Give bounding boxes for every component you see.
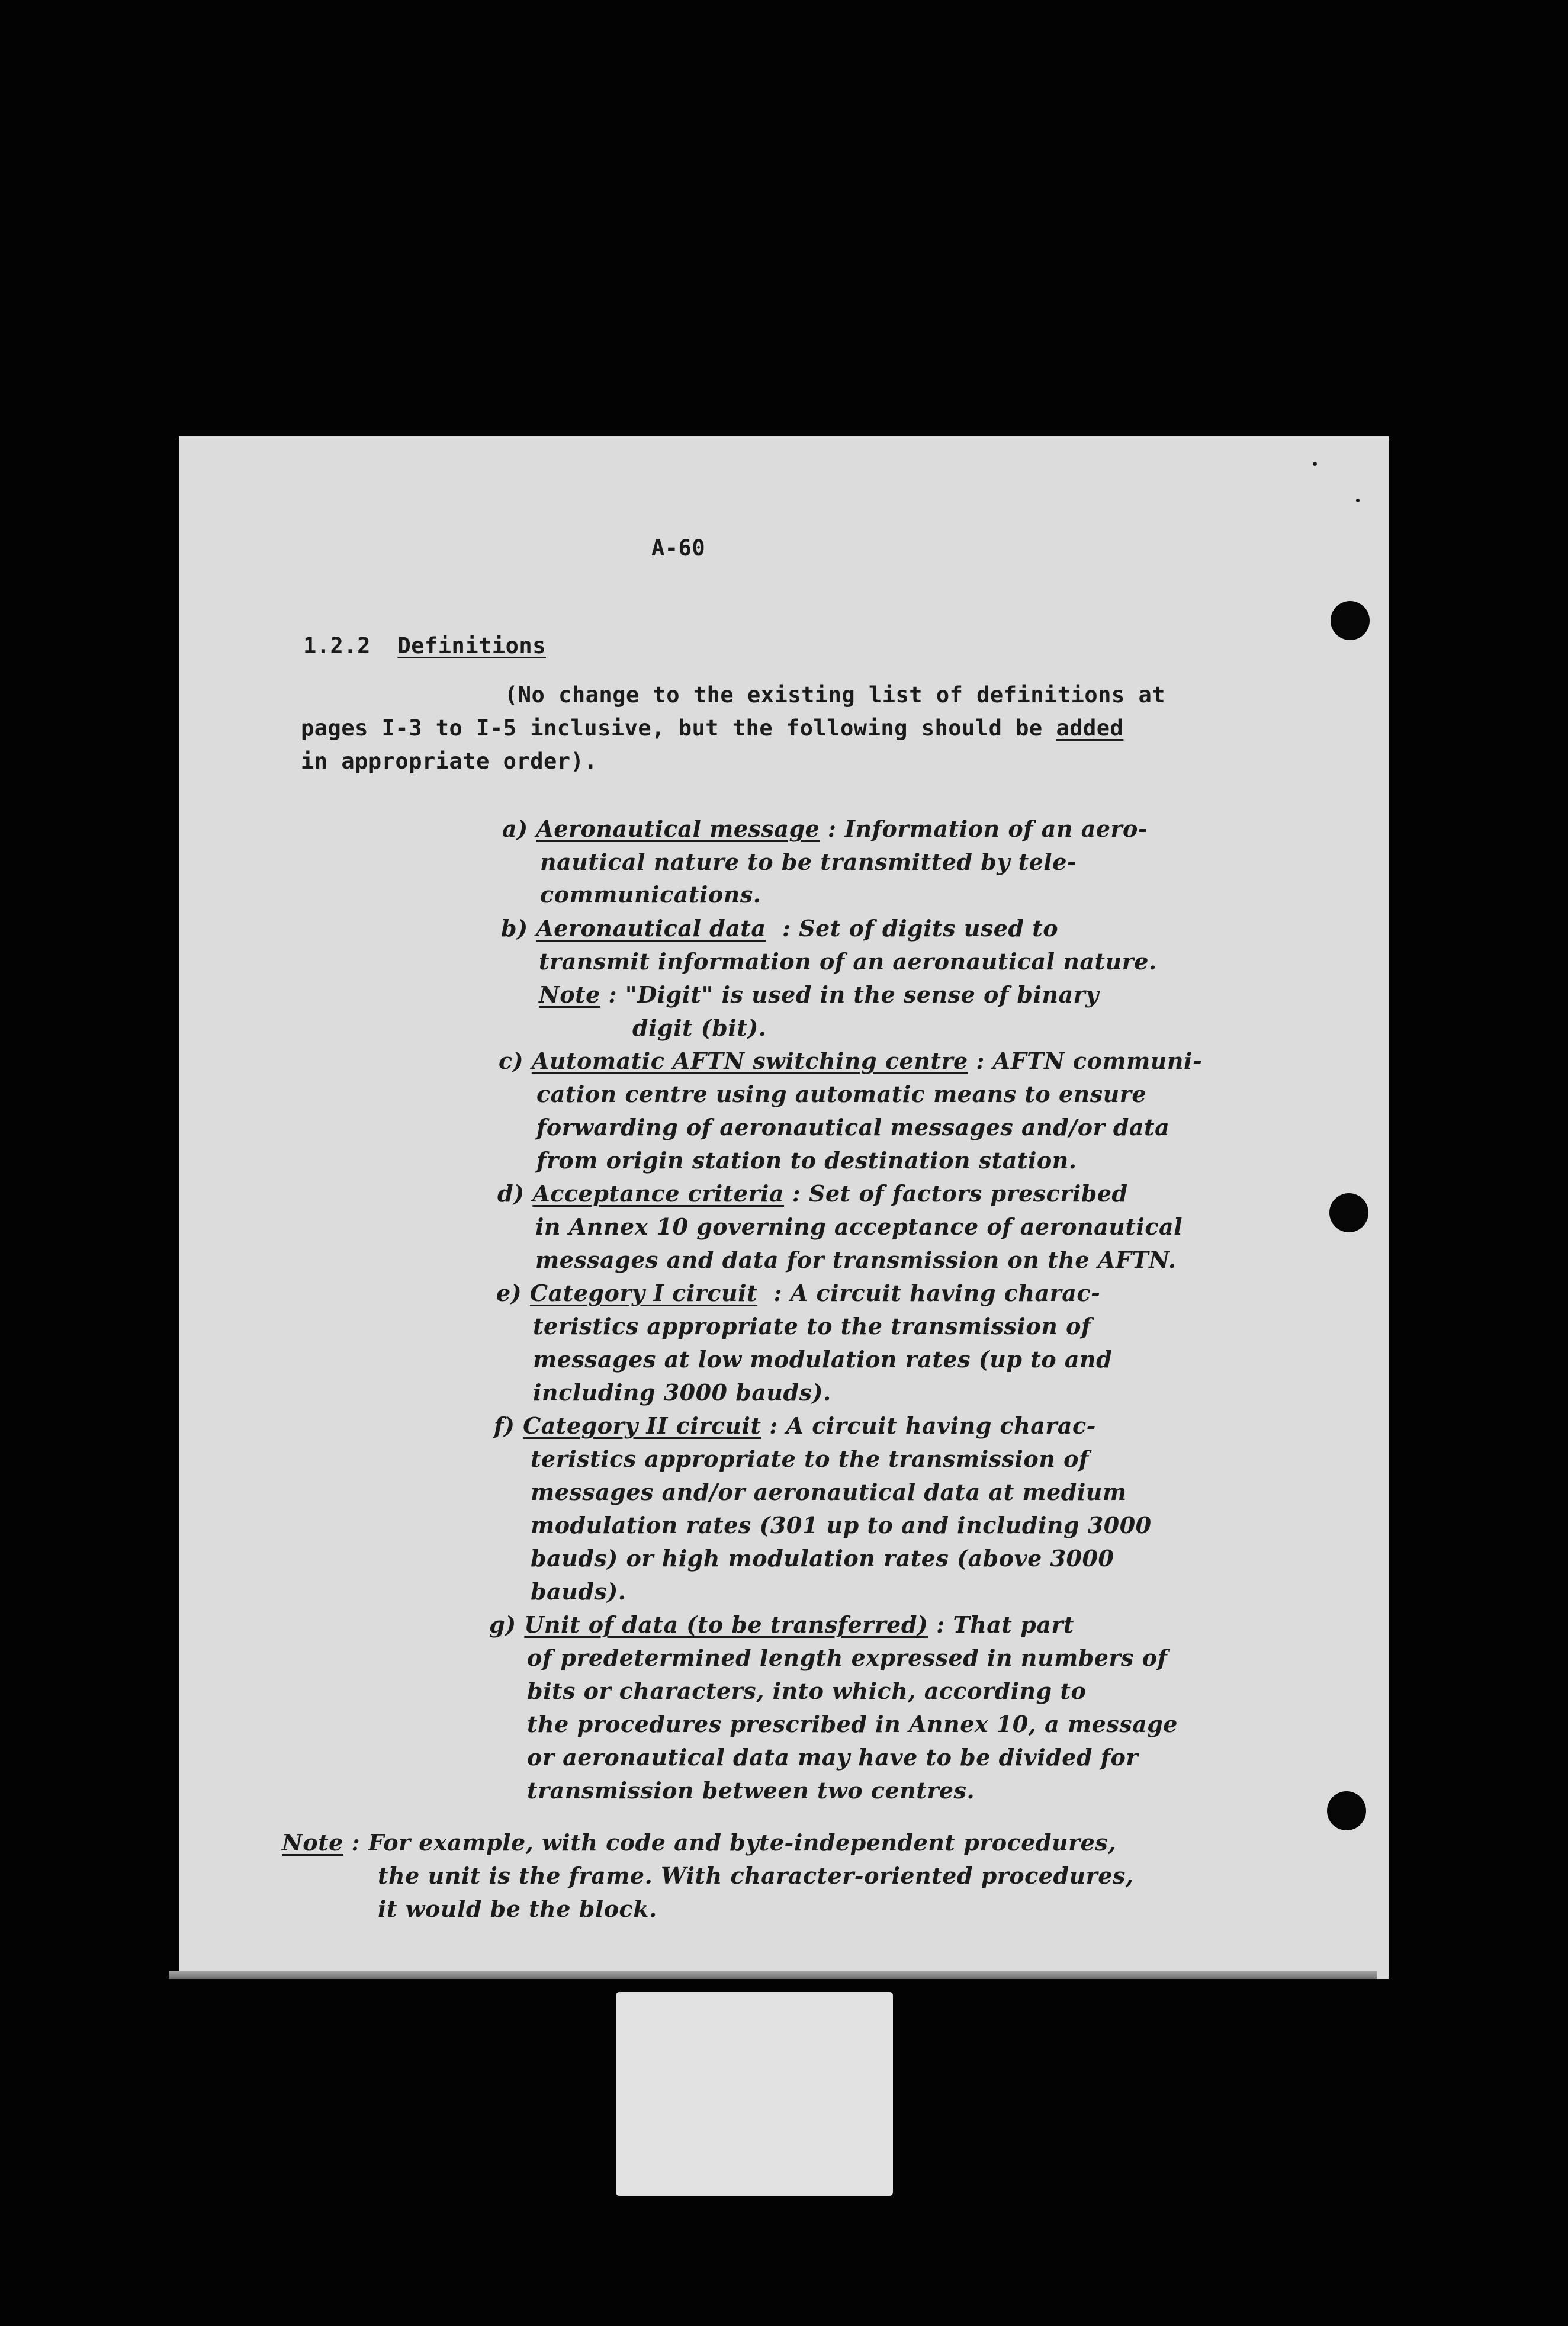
definition-term: Acceptance criteria xyxy=(532,1180,785,1207)
speck-mark xyxy=(1313,462,1317,466)
definition-line: modulation rates (301 up to and including 3000 xyxy=(531,1512,1152,1538)
definition-line: digit (bit). xyxy=(632,1014,767,1041)
final-note-line: it would be the block. xyxy=(378,1896,657,1922)
intro-line: pages I-3 to I-5 inclusive, but the following should be added xyxy=(301,715,1124,741)
speck-mark xyxy=(1356,499,1360,502)
section-title: Definitions xyxy=(397,633,546,658)
intro-line: (No change to the existing list of definitions at xyxy=(505,682,1166,708)
page-bottom-edge xyxy=(169,1971,1377,1979)
definition-f: f) Category II circuit : A circuit having charac- xyxy=(494,1412,1096,1439)
definition-line: messages and data for transmission on the AFTN. xyxy=(535,1246,1177,1273)
definition-line: transmit information of an aeronautical nature. xyxy=(539,948,1157,975)
definition-line: teristics appropriate to the transmission of xyxy=(533,1313,1091,1339)
definition-term: Category II circuit xyxy=(523,1412,761,1439)
definition-term: Automatic AFTN switching centre xyxy=(531,1048,968,1074)
section-number: 1.2.2 xyxy=(303,633,371,658)
definition-c: c) Automatic AFTN switching centre : AFTN communi- xyxy=(499,1048,1203,1074)
definition-a: a) Aeronautical message : Information of an aero- xyxy=(502,815,1148,842)
final-note: Note : For example, with code and byte-independent procedures, xyxy=(282,1829,1116,1856)
section-heading xyxy=(303,629,546,663)
definition-line: teristics appropriate to the transmission of xyxy=(531,1445,1089,1472)
definition-term: Category I circuit xyxy=(529,1280,758,1306)
punch-hole-middle-icon xyxy=(1329,1193,1368,1232)
definition-line: from origin station to destination station. xyxy=(536,1147,1077,1174)
definition-line: forwarding of aeronautical messages and/or data xyxy=(536,1114,1170,1140)
definition-note: Note : "Digit" is used in the sense of binary xyxy=(539,981,1099,1008)
definition-line: in Annex 10 governing acceptance of aeronautical xyxy=(535,1213,1183,1240)
definition-line: transmission between two centres. xyxy=(527,1777,975,1804)
index-tab xyxy=(616,1992,893,2196)
definition-line: bauds). xyxy=(531,1578,626,1605)
definition-line: messages at low modulation rates (up to and xyxy=(533,1346,1113,1373)
note-label: Note xyxy=(539,981,600,1008)
final-note-line: the unit is the frame. With character-oriented procedures, xyxy=(378,1862,1134,1889)
definition-line: nautical nature to be transmitted by tele- xyxy=(540,849,1077,875)
intro-line: in appropriate order). xyxy=(301,748,598,774)
definition-term: Aeronautical data xyxy=(536,915,766,942)
definition-d: d) Acceptance criteria : Set of factors prescribed xyxy=(497,1180,1128,1207)
definition-line: or aeronautical data may have to be divided for xyxy=(527,1744,1138,1771)
definition-g: g) Unit of data (to be transferred) : That part xyxy=(489,1611,1074,1638)
note-label: Note xyxy=(282,1829,343,1856)
definition-line: including 3000 bauds). xyxy=(533,1379,831,1406)
definition-line: bauds) or high modulation rates (above 3000 xyxy=(531,1545,1114,1572)
punch-hole-bottom-icon xyxy=(1327,1791,1366,1830)
page-number: A-60 xyxy=(651,535,706,561)
added-word: added xyxy=(1056,715,1124,741)
punch-hole-top-icon xyxy=(1331,601,1370,640)
definition-line: of predetermined length expressed in numbers of xyxy=(527,1644,1168,1671)
definition-line: messages and/or aeronautical data at medium xyxy=(531,1479,1127,1505)
definition-term: Aeronautical message xyxy=(536,815,820,842)
definition-line: communications. xyxy=(540,881,761,908)
definition-line: bits or characters, into which, according to xyxy=(527,1678,1087,1704)
definition-line: cation centre using automatic means to ensure xyxy=(536,1081,1147,1107)
definition-e: e) Category I circuit : A circuit having charac- xyxy=(496,1280,1101,1306)
definition-line: the procedures prescribed in Annex 10, a message xyxy=(527,1711,1178,1737)
definition-term: Unit of data (to be transferred) xyxy=(524,1611,928,1638)
definition-b: b) Aeronautical data : Set of digits used to xyxy=(501,915,1059,942)
